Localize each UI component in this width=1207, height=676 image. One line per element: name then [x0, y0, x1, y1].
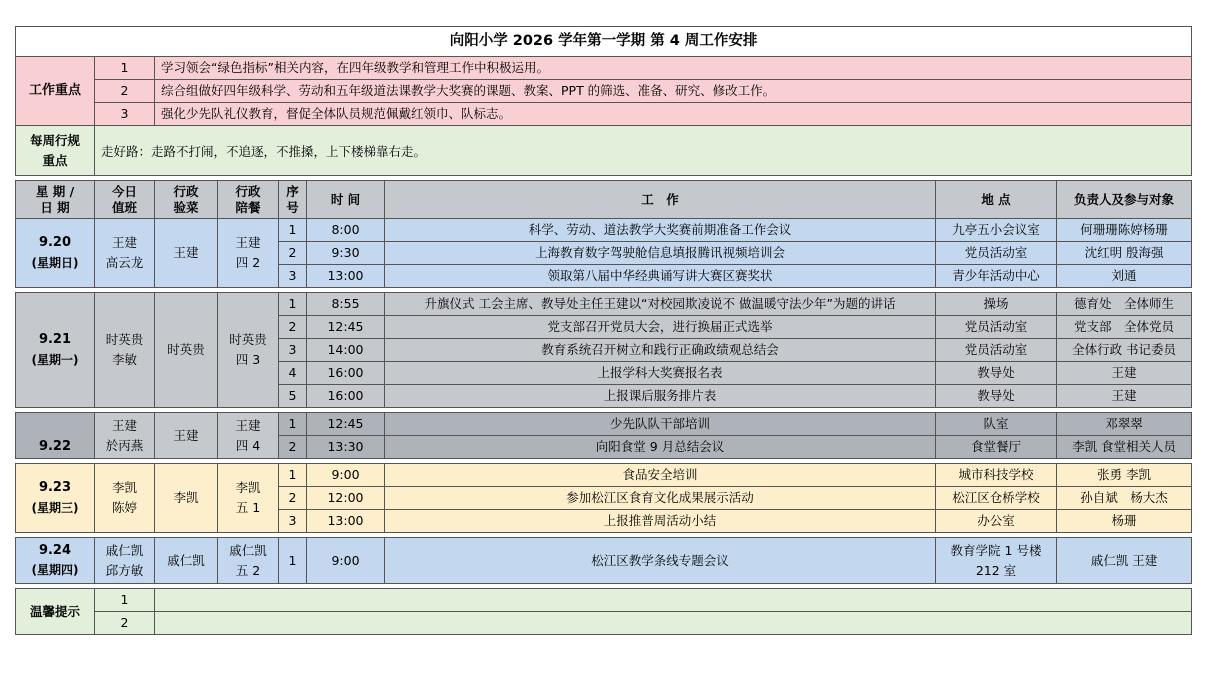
header-day-line1: 星 期 / [35, 183, 75, 199]
row-work: 升旗仪式 工会主席、教导处主任王建以“对校园欺凌说不 做温暖守法少年”为题的讲话 [385, 293, 936, 316]
header-day-line2: 日 期 [40, 199, 70, 215]
weekly-rule-row [16, 126, 1192, 176]
header-time: 时 间 [307, 181, 385, 219]
focus-row [16, 80, 1192, 103]
duty-name: 高云龙 [105, 255, 144, 270]
row-work: 松江区教学条线专题会议 [385, 538, 936, 584]
focus-no: 1 [95, 57, 155, 80]
day-date: 9.21 [38, 332, 72, 348]
duty-name: 戚仁凯 [105, 542, 144, 558]
row-place: 松江区仓桥学校 [936, 487, 1057, 510]
row-place: 九亭五小会议室 [936, 219, 1057, 242]
row-work: 少先队队干部培训 [385, 413, 936, 436]
day-cell [16, 413, 95, 459]
row-owner: 王建 [1057, 362, 1192, 385]
row-no: 1 [279, 413, 307, 436]
row-time: 12:45 [307, 316, 385, 339]
row-no: 1 [279, 464, 307, 487]
schedule-sheet [15, 26, 1191, 635]
row-place: 操场 [936, 293, 1057, 316]
header-work: 工 作 [385, 181, 936, 219]
duty-name: 陈婷 [111, 500, 137, 515]
day-date: 9.24 [38, 542, 72, 558]
page-title: 向阳小学 2026 学年第一学期 第 4 周工作安排 [16, 27, 1192, 57]
row-owner: 刘通 [1057, 265, 1192, 288]
header-day [16, 181, 95, 219]
focus-no: 3 [95, 103, 155, 126]
header-no-line1: 序 [286, 183, 299, 199]
focus-label: 工作重点 [16, 57, 95, 126]
row-owner: 邓翠翠 [1057, 413, 1192, 436]
meal-class: 四 3 [235, 352, 261, 367]
duty-name: 王建 [111, 417, 137, 433]
row-work: 领取第八届中华经典诵写讲大赛区赛奖状 [385, 265, 936, 288]
row-time: 16:00 [307, 385, 385, 408]
meal-name: 王建 [235, 417, 261, 433]
row-place: 办公室 [936, 510, 1057, 533]
schedule-table [15, 26, 1192, 635]
day-weekday: (星期四) [31, 563, 79, 578]
table-row [16, 293, 1192, 316]
row-owner: 王建 [1057, 385, 1192, 408]
row-owner: 何珊珊陈婷杨珊 [1057, 219, 1192, 242]
place-line: 212 室 [975, 562, 1017, 578]
duty-name: 邱方敏 [105, 562, 144, 578]
meal-cell [218, 464, 279, 533]
row-work: 参加松江区食育文化成果展示活动 [385, 487, 936, 510]
header-meal [218, 181, 279, 219]
duty-name: 李凯 [111, 480, 137, 496]
row-no: 2 [279, 316, 307, 339]
meal-name: 李凯 [235, 480, 261, 496]
header-duty-line2: 值班 [111, 199, 137, 215]
focus-text: 强化少先队礼仪教育，督促全体队员规范佩戴红领巾、队标志。 [155, 103, 1192, 126]
table-row [16, 464, 1192, 487]
row-owner: 李凯 食堂相关人员 [1057, 436, 1192, 459]
focus-text: 学习领会“绿色指标”相关内容，在四年级教学和管理工作中积极运用。 [155, 57, 1192, 80]
header-inspect [155, 181, 218, 219]
duty-cell [95, 293, 155, 408]
weekly-rule-label [16, 126, 95, 176]
meal-name: 戚仁凯 [229, 542, 267, 558]
row-place: 党员活动室 [936, 339, 1057, 362]
inspect-cell: 时英贵 [155, 293, 218, 408]
header-duty [95, 181, 155, 219]
tips-row [16, 612, 1192, 635]
day-cell [16, 538, 95, 584]
row-owner: 孙自斌 杨大杰 [1057, 487, 1192, 510]
header-inspect-line2: 验菜 [173, 199, 199, 215]
row-place: 青少年活动中心 [936, 265, 1057, 288]
row-no: 2 [279, 487, 307, 510]
row-time: 12:00 [307, 487, 385, 510]
header-inspect-line1: 行政 [173, 183, 199, 199]
header-owner: 负责人及参与对象 [1057, 181, 1192, 219]
row-no: 5 [279, 385, 307, 408]
day-weekday: (星期日) [31, 255, 79, 270]
row-time: 9:00 [307, 538, 385, 584]
row-owner: 德育处 全体师生 [1057, 293, 1192, 316]
header-place: 地 点 [936, 181, 1057, 219]
tips-no: 2 [95, 612, 155, 635]
row-time: 13:30 [307, 436, 385, 459]
row-owner: 沈红明 殷海强 [1057, 242, 1192, 265]
day-cell [16, 219, 95, 288]
meal-cell [218, 413, 279, 459]
weekly-rule-text: 走好路：走路不打闹，不追逐，不推搡，上下楼梯靠右走。 [95, 126, 1192, 176]
row-no: 1 [279, 538, 307, 584]
header-meal-line2: 陪餐 [235, 199, 261, 215]
day-date: 9.20 [38, 235, 72, 251]
row-work: 科学、劳动、道法教学大奖赛前期准备工作会议 [385, 219, 936, 242]
row-no: 2 [279, 436, 307, 459]
duty-cell [95, 219, 155, 288]
row-work: 上报课后服务排片表 [385, 385, 936, 408]
table-row [16, 538, 1192, 584]
duty-name: 於丙燕 [105, 437, 144, 453]
header-meal-line1: 行政 [235, 183, 261, 199]
tips-no: 1 [95, 589, 155, 612]
row-owner: 张勇 李凯 [1057, 464, 1192, 487]
meal-cell [218, 219, 279, 288]
focus-row [16, 57, 1192, 80]
place-line: 教育学院 1 号楼 [950, 542, 1042, 558]
duty-cell [95, 413, 155, 459]
row-time: 13:00 [307, 265, 385, 288]
tips-text [155, 589, 1192, 612]
duty-cell [95, 538, 155, 584]
header-row [16, 181, 1192, 219]
row-time: 14:00 [307, 339, 385, 362]
row-time: 9:30 [307, 242, 385, 265]
inspect-cell: 王建 [155, 219, 218, 288]
inspect-cell: 戚仁凯 [155, 538, 218, 584]
row-place: 城市科技学校 [936, 464, 1057, 487]
row-time: 12:45 [307, 413, 385, 436]
row-no: 3 [279, 339, 307, 362]
row-work: 上海教育数字驾驶舱信息填报腾讯视频培训会 [385, 242, 936, 265]
row-owner: 全体行政 书记委员 [1057, 339, 1192, 362]
focus-no: 2 [95, 80, 155, 103]
table-row [16, 413, 1192, 436]
row-place [936, 538, 1057, 584]
header-no-line2: 号 [286, 199, 299, 215]
title-row [16, 27, 1192, 57]
row-work: 上报推普周活动小结 [385, 510, 936, 533]
row-work: 上报学科大奖赛报名表 [385, 362, 936, 385]
row-time: 13:00 [307, 510, 385, 533]
row-place: 食堂餐厅 [936, 436, 1057, 459]
meal-cell [218, 293, 279, 408]
day-date: 9.23 [38, 480, 72, 496]
row-no: 1 [279, 293, 307, 316]
meal-class: 五 2 [235, 562, 261, 578]
duty-name: 王建 [111, 235, 137, 251]
row-owner: 戚仁凯 王建 [1057, 538, 1192, 584]
weekly-rule-label-line2: 重点 [42, 152, 68, 168]
tips-text [155, 612, 1192, 635]
row-no: 1 [279, 219, 307, 242]
header-no [279, 181, 307, 219]
row-time: 8:00 [307, 219, 385, 242]
day-date: 9.22 [38, 438, 72, 454]
row-work: 食品安全培训 [385, 464, 936, 487]
header-duty-line1: 今日 [111, 183, 137, 199]
weekly-rule-label-line1: 每周行规 [29, 132, 80, 148]
inspect-cell: 李凯 [155, 464, 218, 533]
day-weekday: (星期三) [31, 500, 79, 515]
row-place: 党员活动室 [936, 242, 1057, 265]
meal-name: 时英贵 [229, 332, 267, 348]
inspect-cell: 王建 [155, 413, 218, 459]
row-no: 3 [279, 510, 307, 533]
row-time: 8:55 [307, 293, 385, 316]
row-no: 3 [279, 265, 307, 288]
duty-name: 时英贵 [105, 332, 144, 348]
day-cell [16, 464, 95, 533]
row-no: 4 [279, 362, 307, 385]
meal-name: 王建 [235, 235, 261, 251]
row-work: 向阳食堂 9 月总结会议 [385, 436, 936, 459]
table-row [16, 219, 1192, 242]
row-place: 教导处 [936, 362, 1057, 385]
row-place: 教导处 [936, 385, 1057, 408]
duty-name: 李敏 [111, 352, 137, 367]
meal-class: 四 2 [235, 255, 261, 270]
row-time: 16:00 [307, 362, 385, 385]
row-place: 党员活动室 [936, 316, 1057, 339]
meal-class: 四 4 [235, 437, 261, 453]
row-time: 9:00 [307, 464, 385, 487]
row-place: 队室 [936, 413, 1057, 436]
focus-row [16, 103, 1192, 126]
row-owner: 杨珊 [1057, 510, 1192, 533]
meal-class: 五 1 [235, 500, 261, 515]
tips-label: 温馨提示 [16, 589, 95, 635]
row-work: 教育系统召开树立和践行正确政绩观总结会 [385, 339, 936, 362]
tips-row [16, 589, 1192, 612]
row-work: 党支部召开党员大会，进行换届正式选举 [385, 316, 936, 339]
day-weekday: (星期一) [31, 352, 79, 367]
day-cell [16, 293, 95, 408]
meal-cell [218, 538, 279, 584]
row-owner: 党支部 全体党员 [1057, 316, 1192, 339]
focus-text: 综合组做好四年级科学、劳动和五年级道法课教学大奖赛的课题、教案、PPT 的筛选、准备、研究、修改工作。 [155, 80, 1192, 103]
duty-cell [95, 464, 155, 533]
row-no: 2 [279, 242, 307, 265]
